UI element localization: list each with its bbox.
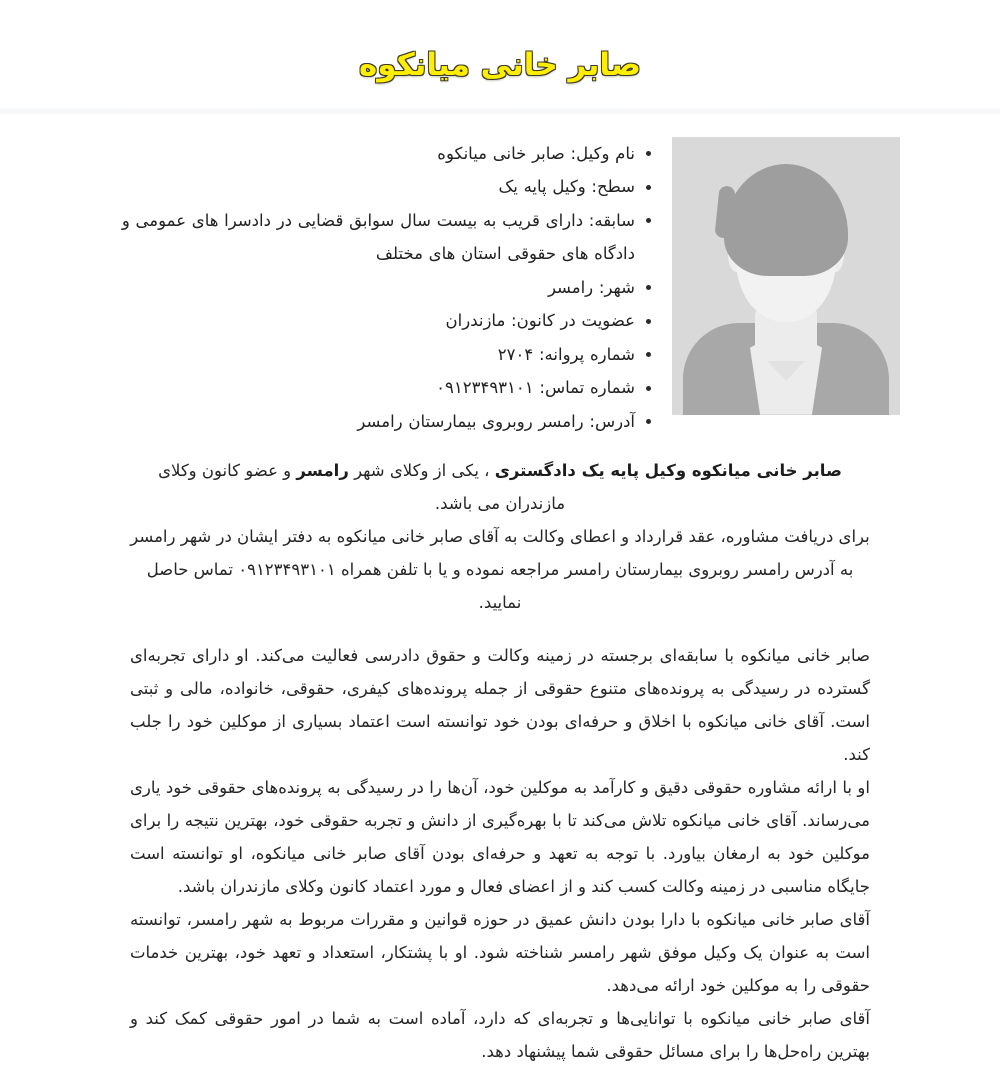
lead-bold-name: صابر خانی میانکوه وکیل پایه یک دادگستری <box>494 461 842 481</box>
avatar-hair-shape <box>724 164 848 276</box>
paragraph-spacer <box>130 619 870 639</box>
list-item: شهر: رامسر <box>112 271 654 305</box>
lead-paragraph <box>130 454 870 520</box>
page-header <box>0 0 1000 114</box>
lead-contact-paragraph: برای دریافت مشاوره، عقد قرارداد و اعطای وکالت به آقای صابر خانی میانکوه به دفتر ایشان در شهر رامسر به آدرس رامسر روبروی بیمارستان رامسر مراجعه نموده و یا با تلفن همراه ۰۹۱۲۳۴۹۳۱۰۱ تماس حاصل نمایید. <box>130 527 870 613</box>
body-paragraph-3: آقای صابر خانی میانکوه با دارا بودن دانش عمیق در حوزه قوانین و مقررات مربوط به شهر رامسر، توانسته است به عنوان یک وکیل موفق شهر رامسر شناخته شود. او با پشتکار، استعداد و تعهد خود، بهترین خدمات حقوقی را به موکلین خود ارائه می‌دهد. <box>130 910 870 996</box>
profile-body <box>0 438 1000 1068</box>
list-item: شماره پروانه: ۲۷۰۴ <box>112 338 654 372</box>
list-item: شماره تماس: ۰۹۱۲۳۴۹۳۱۰۱ <box>112 371 654 405</box>
body-paragraph-2: او با ارائه مشاوره حقوقی دقیق و کارآمد به موکلین خود، آن‌ها را در رسیدگی به پرونده‌های حقوقی خود یاری می‌رساند. آقای خانی میانکوه تلاش می‌کند تا با بهره‌گیری از دانش و تجربه حقوقی خود، بهترین نتیجه را برای موکلین خود به ارمغان بیاورد. با توجه به تعهد و حرفه‌ای بودن آقای صابر خانی میانکوه، او توانسته است جایگاه مناسبی در زمینه وکالت کسب کند و از اعضای فعال و مورد اعتماد کانون وکلای مازندران باشد. <box>130 778 870 897</box>
list-item: آدرس: رامسر روبروی بیمارستان رامسر <box>112 405 654 439</box>
lead-bold-city: رامسر <box>296 461 349 481</box>
profile-section <box>0 114 1000 439</box>
list-item: عضویت در کانون: مازندران <box>112 304 654 338</box>
header-divider <box>0 107 1000 114</box>
lead-tail: و عضو کانون وکلای مازندران می باشد. <box>158 461 566 514</box>
lawyer-facts-list <box>112 137 654 439</box>
page-title: صابر خانی میانکوه <box>359 47 641 83</box>
list-item: سطح: وکیل پایه یک <box>112 170 654 204</box>
body-paragraph-4: آقای صابر خانی میانکوه با توانایی‌ها و تجربه‌ای که دارد، آماده است به شما در امور حقوقی کمک کند و بهترین راه‌حل‌ها را برای مسائل حقوقی شما پیشنهاد دهد. <box>130 1009 870 1062</box>
avatar <box>672 137 900 415</box>
body-paragraph-1: صابر خانی میانکوه با سابقه‌ای برجسته در زمینه وکالت و حقوق دادرسی فعالیت می‌کند. او دارای تجربه‌ای گسترده در رسیدگی به پرونده‌های متنوع حقوقی از جمله پرونده‌های کیفری، حقوقی، خانواده، مالی و ثبتی است. آقای خانی میانکوه با اخلاق و حرفه‌ای بودن خود توانسته است اعتماد بسیاری از موکلین خود را جلب کند. <box>130 646 870 765</box>
list-item: سابقه: دارای قریب به بیست سال سوابق قضایی در دادسرا های عمومی و دادگاه های حقوقی استان های مختلف <box>112 204 654 271</box>
lead-after-name: ، یکی از وکلای شهر <box>348 461 495 481</box>
list-item: نام وکیل: صابر خانی میانکوه <box>112 137 654 171</box>
